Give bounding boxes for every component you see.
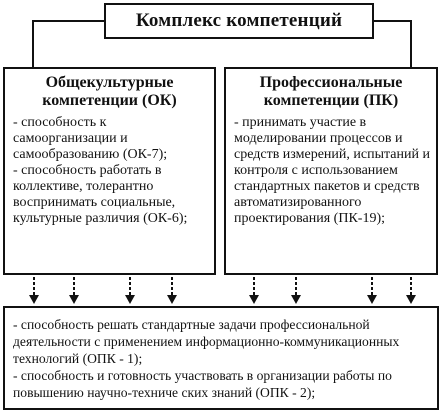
- arrow-head: [249, 295, 259, 304]
- heading-line: компетенции (ОК): [42, 92, 177, 109]
- list-item: - способность к самоорганизации и самообразованию (ОК-7);: [13, 115, 168, 162]
- general-competences-box: [3, 67, 216, 275]
- professional-competences-heading: [226, 69, 436, 110]
- arrow-head: [406, 295, 416, 304]
- list-item: - способность и готовность участвовать в организации работы по повышению научно-техниче ских знаний (ОПК - 2);: [13, 368, 392, 400]
- heading-line: Общекультурные: [45, 74, 174, 91]
- diagram-title: Комплекс компетенций: [135, 10, 343, 31]
- arrow-head: [367, 295, 377, 304]
- arrow-head: [125, 295, 135, 304]
- general-professional-competences-box: [3, 306, 439, 410]
- arrow-head: [291, 295, 301, 304]
- arrow-head: [69, 295, 79, 304]
- heading-line: компетенции (ПК): [263, 92, 399, 109]
- connector-title-left: [33, 21, 104, 67]
- list-item: - способность работать в коллективе, толерантно воспринимать социальные, культурные различия (ОК-6);: [13, 163, 188, 226]
- arrow-head: [167, 295, 177, 304]
- arrow-head: [29, 295, 39, 304]
- list-item: - принимать участие в моделировании процессов и средств измерений, испытаний и контроля с использованием стандартных пакетов и средств автоматизированного проектирования (ПК-19);: [234, 115, 430, 226]
- professional-competences-box: [224, 67, 438, 275]
- general-competences-heading: [5, 69, 214, 110]
- connector-title-right: [374, 21, 411, 67]
- list-item: - способность решать стандартные задачи профессиональной деятельности с применением информационно-коммуникационных технологий (ОПК - 1);: [13, 317, 400, 366]
- title-box: [104, 3, 374, 39]
- heading-line: Профессиональные: [259, 74, 403, 91]
